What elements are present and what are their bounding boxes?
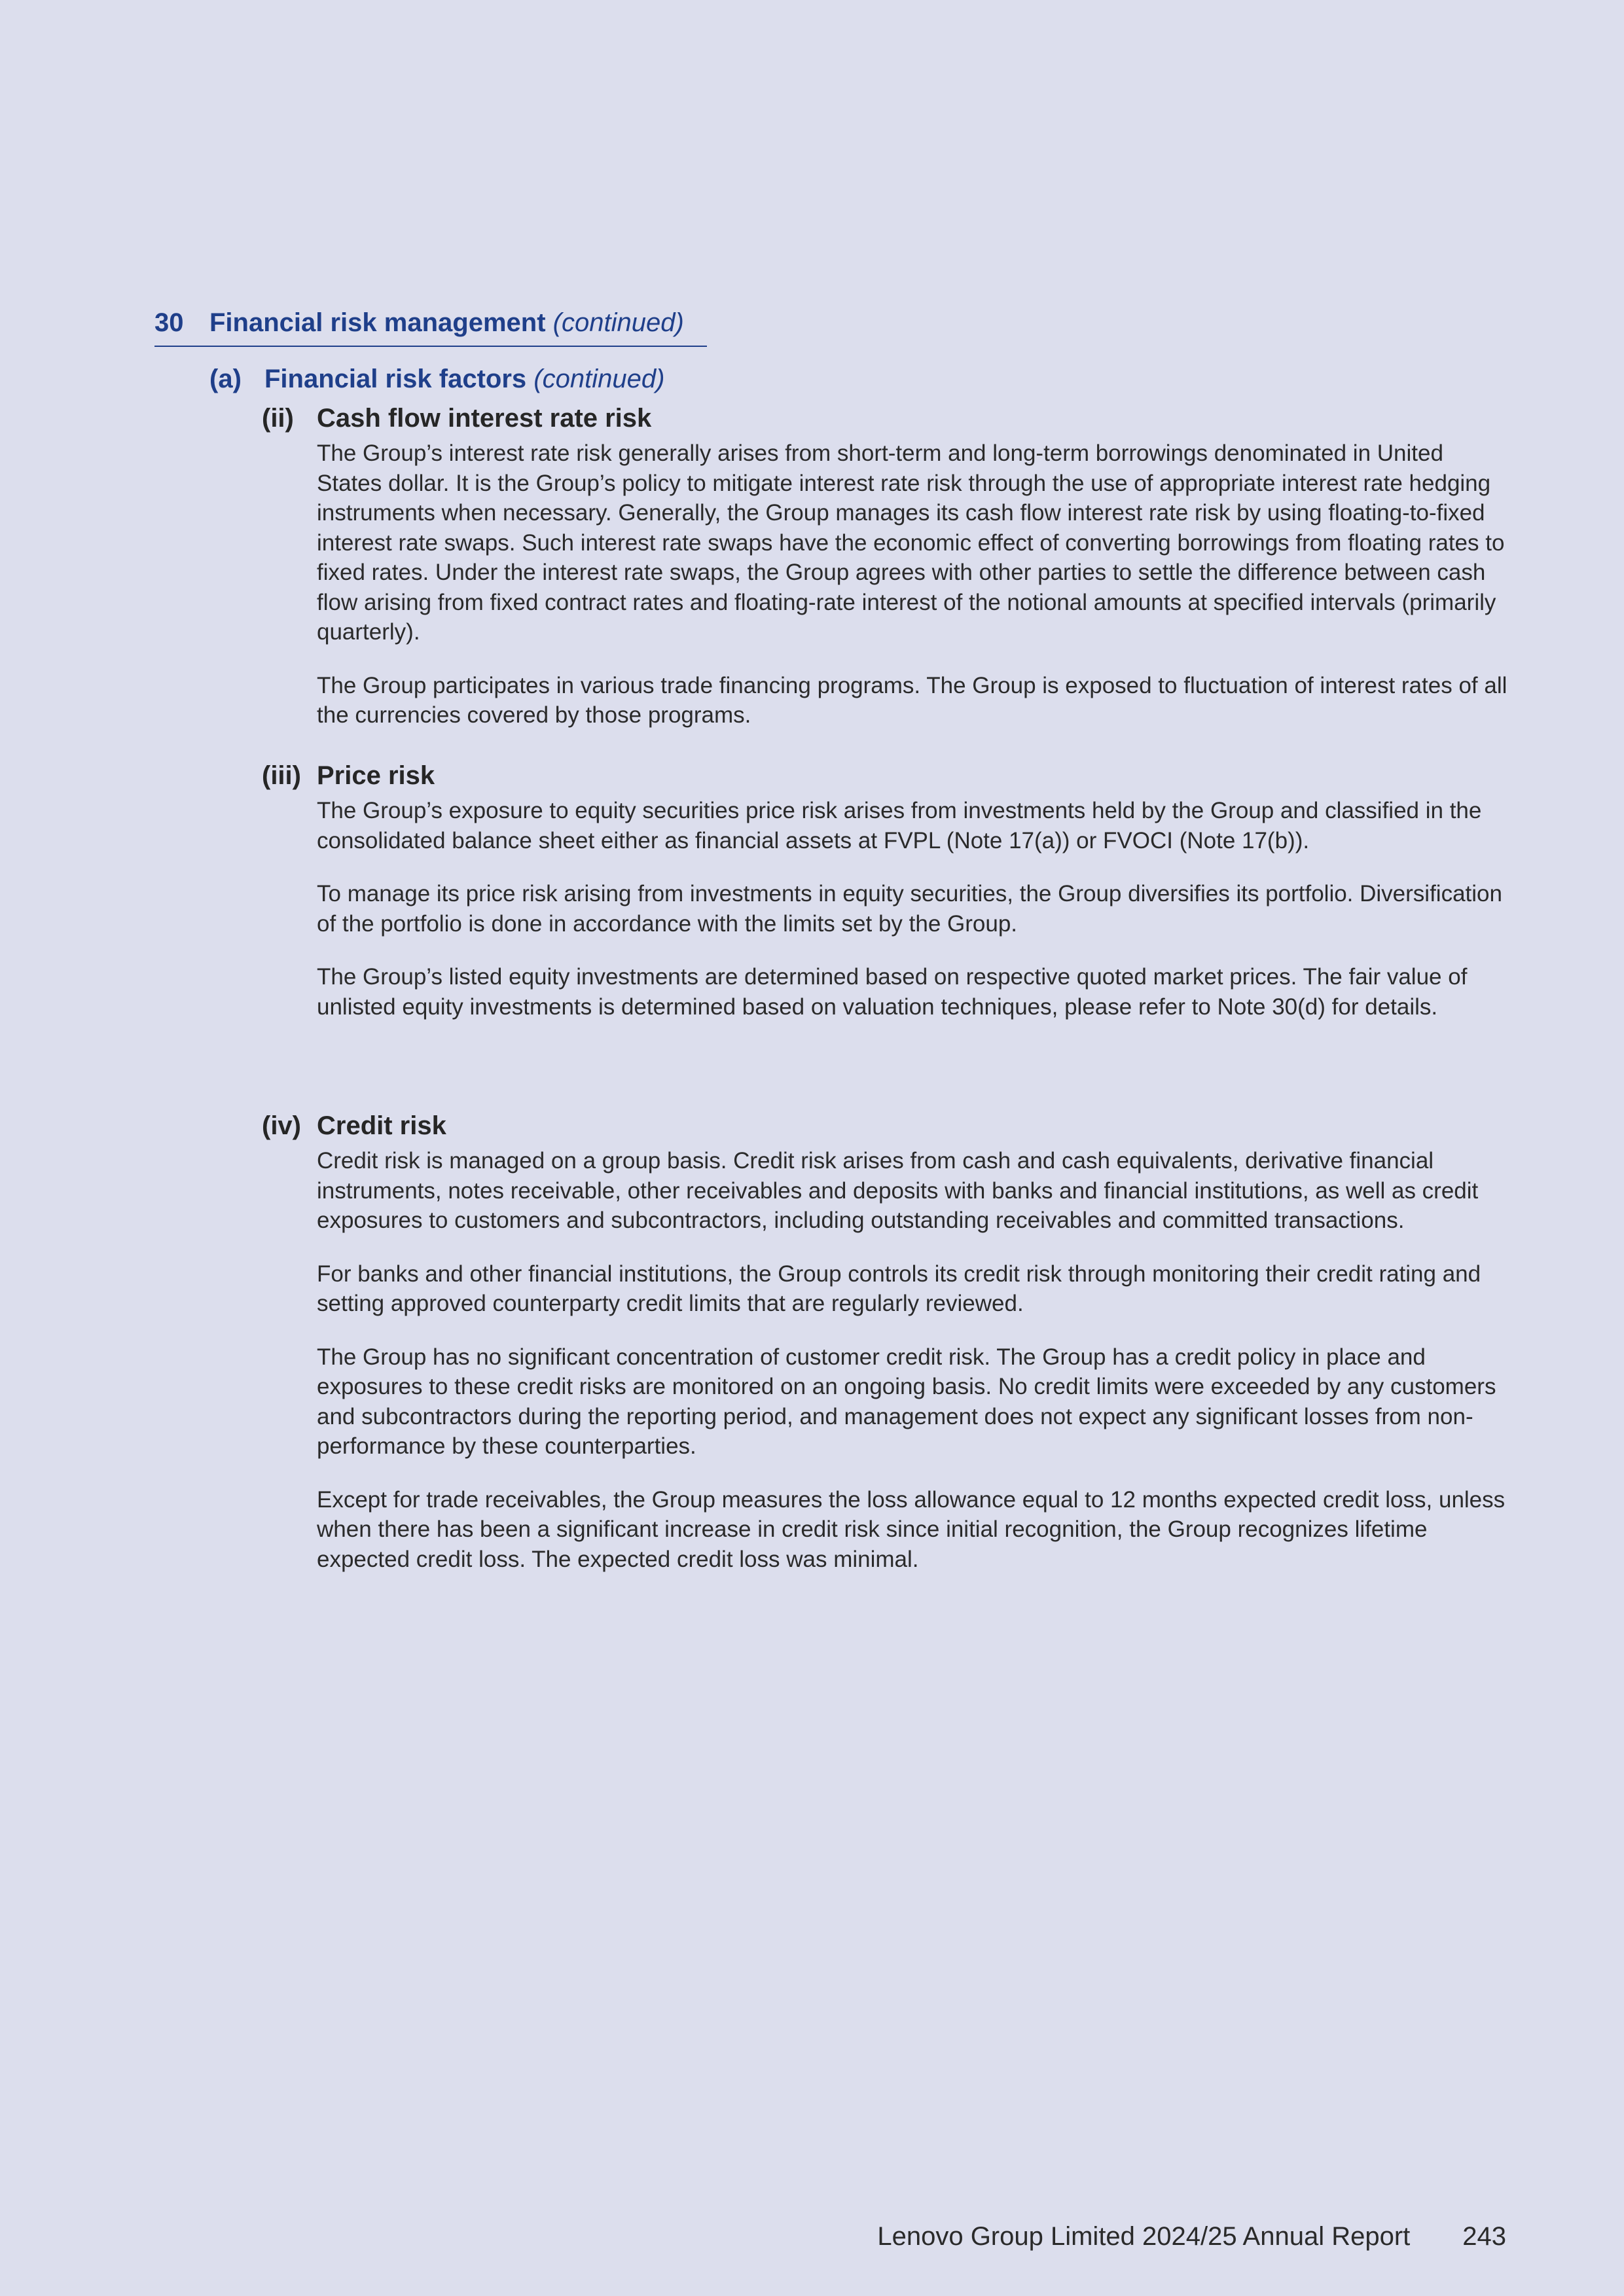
section-cash-flow-interest-rate-risk: [262, 402, 1512, 754]
section-heading: Credit risk: [317, 1111, 446, 1140]
paragraph: The Group’s interest rate risk generally arises from short-term and long-term borrowings denominated in United States dollar. It is the Group’s policy to mitigate interest rate risk through the use of appropriate interest rate hedging instruments when necessary. Generally, the Group manages its cash flow interest rate risk by using floating-to-fixed interest rate swaps. Such interest rate swaps have the economic effect of converting borrowings from floating rates to fixed rates. Under the interest rate swaps, the Group agrees with other parties to settle the difference between cash flow arising from fixed contract rates and floating-rate interest of the notional amounts at specified intervals (primarily quarterly).: [317, 440, 1505, 645]
section-title: [262, 759, 1512, 792]
section-price-risk: [262, 759, 1512, 1045]
note-heading: [154, 305, 707, 347]
note-title: Financial risk management: [209, 308, 546, 337]
note-number: 30: [154, 308, 184, 337]
paragraph: The Group participates in various trade financing programs. The Group is exposed to fluctuation of interest rates of all the currencies covered by those programs.: [317, 672, 1507, 728]
subsection-label: (a): [209, 365, 242, 393]
subsection-title: Financial risk factors: [264, 365, 527, 393]
report-title: Lenovo Group Limited 2024/25 Annual Report: [877, 2222, 1411, 2251]
section-credit-risk: [262, 1109, 1512, 1598]
section-label: (iv): [262, 1111, 301, 1140]
section-title: [262, 402, 1512, 435]
paragraph: To manage its price risk arising from investments in equity securities, the Group diversifies its portfolio. Diversification of the portfolio is done in accordance with the limits set by the Group.: [317, 881, 1502, 937]
section-label: (ii): [262, 404, 294, 433]
section-title: [262, 1109, 1512, 1142]
section-label: (iii): [262, 761, 301, 790]
page-number: 243: [1462, 2222, 1506, 2251]
subsection-heading: [209, 361, 664, 397]
section-heading: Cash flow interest rate risk: [317, 404, 652, 433]
note-continued: (continued): [552, 308, 684, 337]
paragraph: For banks and other financial institutions, the Group controls its credit risk through monitoring their credit rating and setting approved counterparty credit limits that are regularly reviewed.: [317, 1261, 1481, 1316]
page-footer: [877, 2220, 1506, 2253]
paragraph: The Group’s exposure to equity securities price risk arises from investments held by the Group and classified in the consolidated balance sheet either as financial assets at FVPL (Note 17(a)) or FVOCI (Note 17(b)).: [317, 798, 1482, 853]
paragraph: The Group’s listed equity investments are determined based on respective quoted market prices. The fair value of unlisted equity investments is determined based on valuation techniques, please refer to Note 30(d) for details.: [317, 964, 1468, 1020]
paragraph: Credit risk is managed on a group basis. Credit risk arises from cash and cash equivalents, derivative financial instruments, notes receivable, other receivables and deposits with banks and financial institutions, as well as credit exposures to customers and subcontractors, including outstanding receivables and committed transactions.: [317, 1148, 1479, 1233]
section-heading: Price risk: [317, 761, 435, 790]
paragraph: The Group has no significant concentration of customer credit risk. The Group has a credit policy in place and exposures to these credit risks are monitored on an ongoing basis. No credit limits were exceeded by any customers and subcontractors during the reporting period, and management does not expect any significant losses from non-performance by these counterparties.: [317, 1344, 1496, 1459]
subsection-continued: (continued): [533, 365, 665, 393]
paragraph: Except for trade receivables, the Group measures the loss allowance equal to 12 months expected credit loss, unless when there has been a significant increase in credit risk since initial recognition, the Group recognizes lifetime expected credit loss. The expected credit loss was minimal.: [317, 1486, 1506, 1572]
